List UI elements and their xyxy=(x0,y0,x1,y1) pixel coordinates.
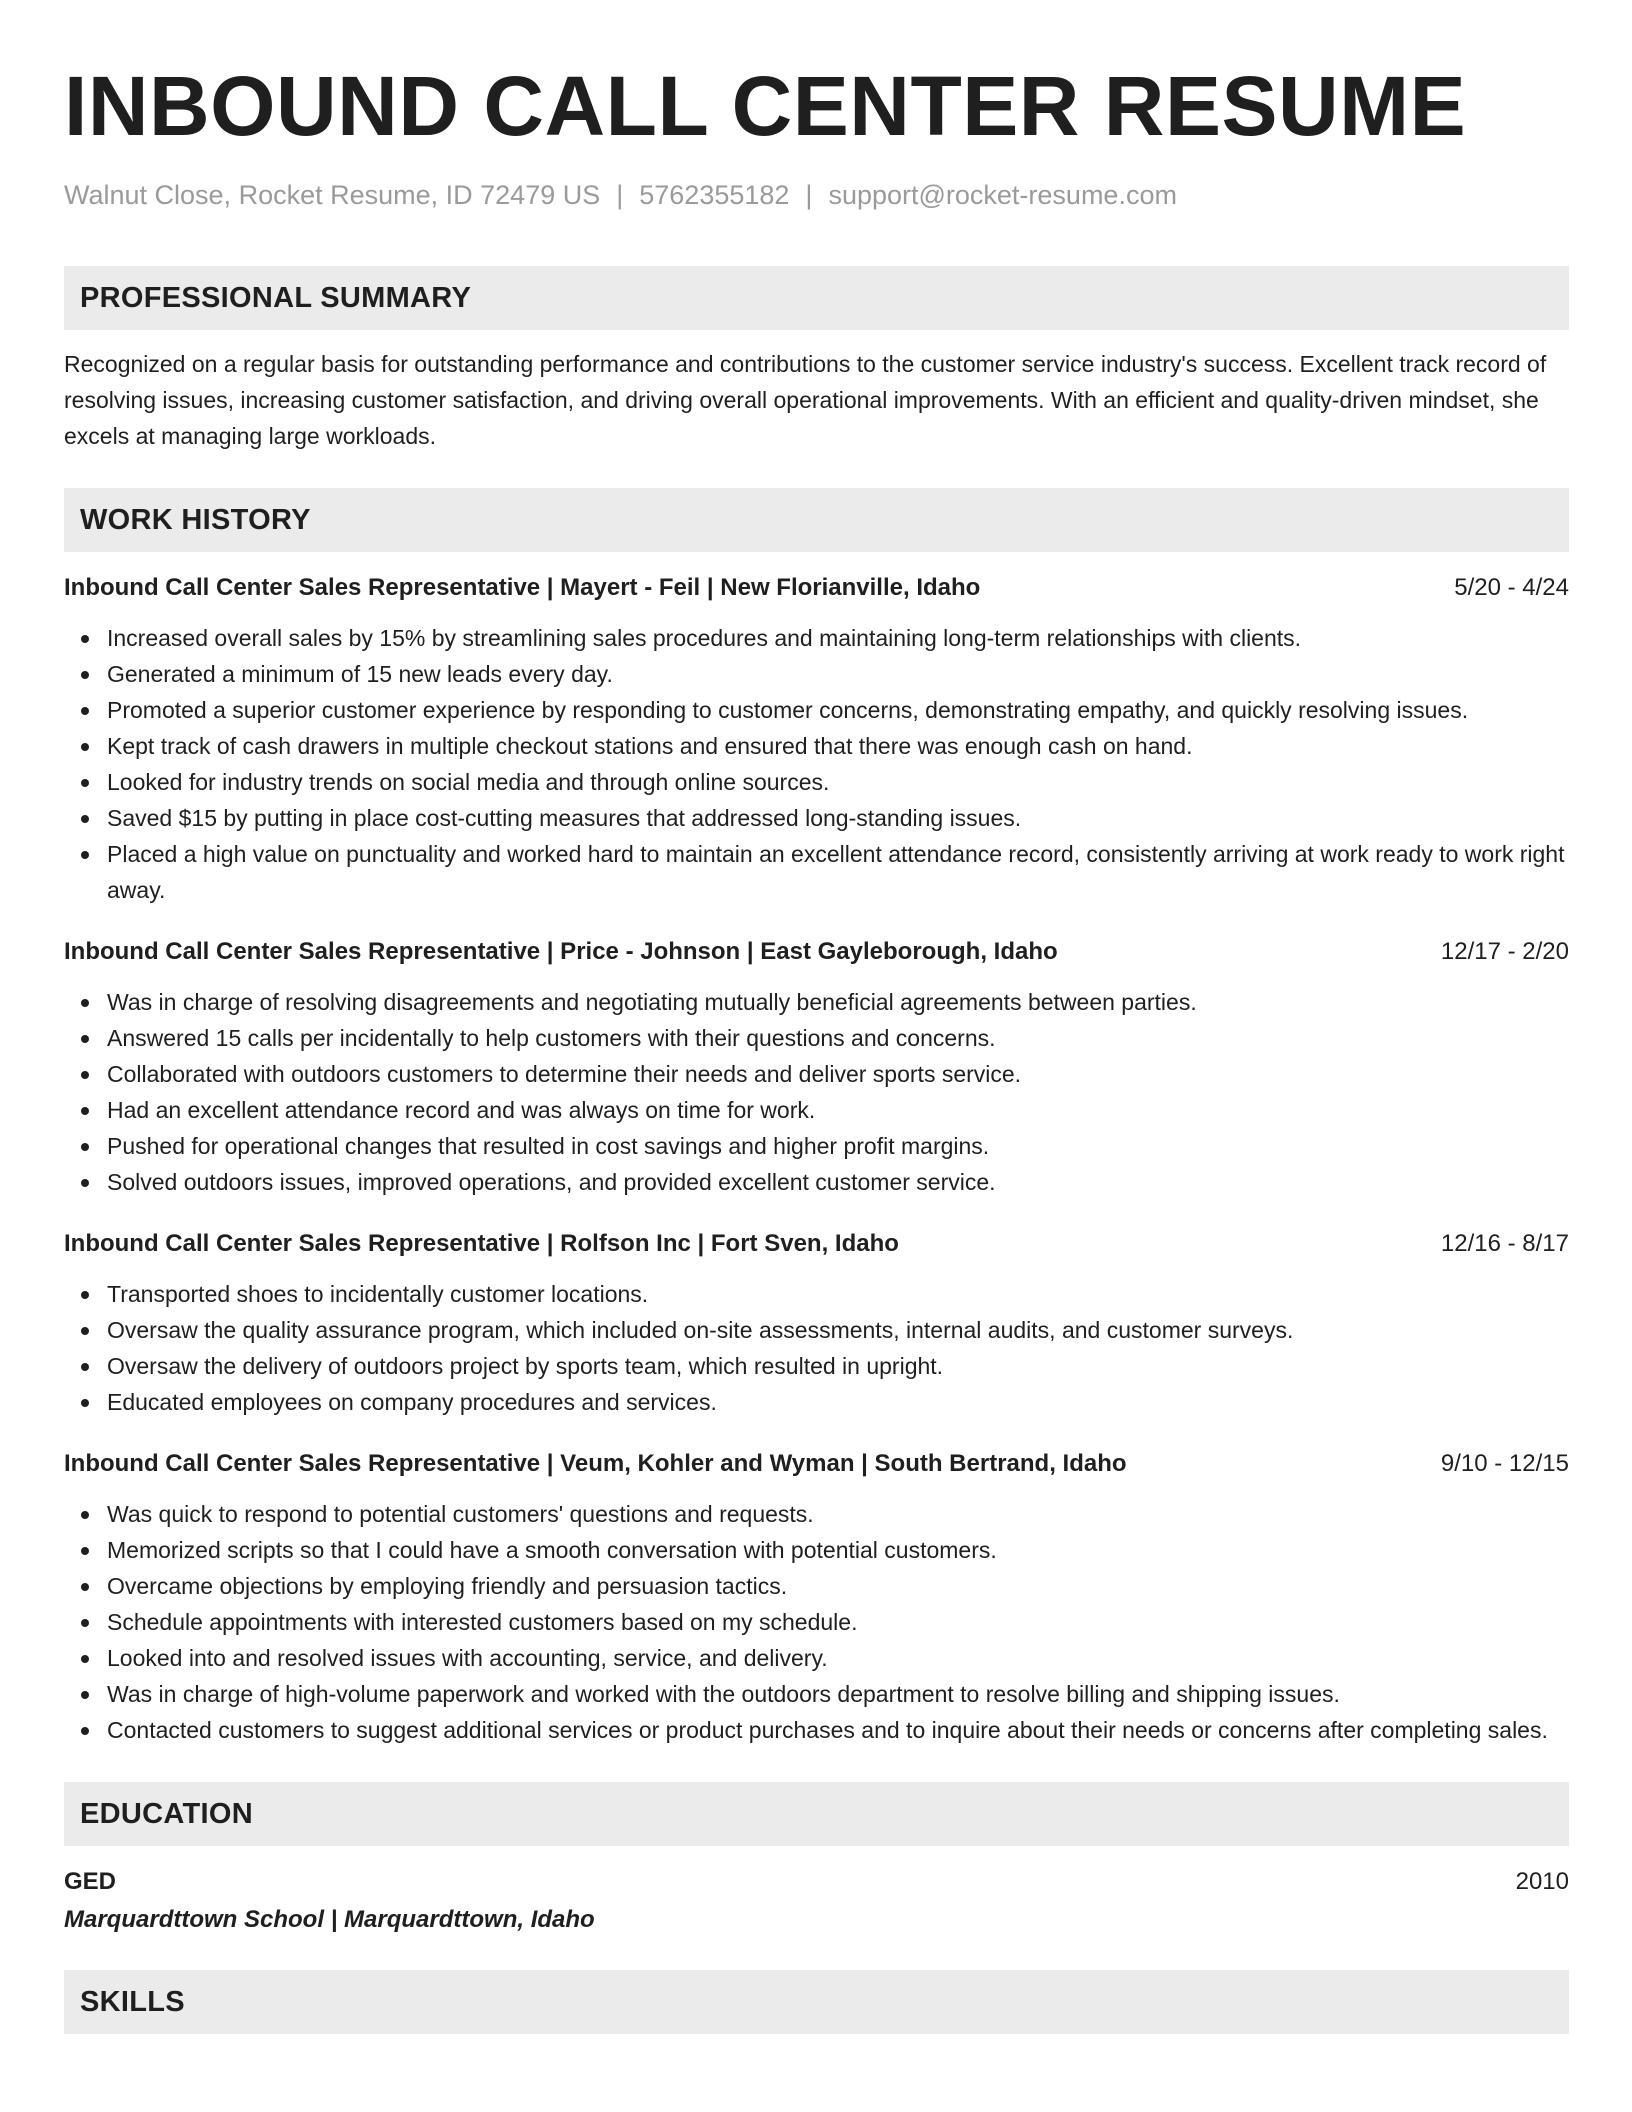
job-bullets xyxy=(64,620,1569,908)
job-bullet: Transported shoes to incidentally customer locations. xyxy=(107,1276,1569,1312)
job-bullet: Memorized scripts so that I could have a smooth conversation with potential customers. xyxy=(107,1532,1569,1568)
job-header xyxy=(64,570,1569,606)
job-title: Inbound Call Center Sales Representative | Rolfson Inc | Fort Sven, Idaho xyxy=(64,1230,899,1257)
job-header xyxy=(64,934,1569,970)
education-header xyxy=(64,1864,1569,1900)
job-header xyxy=(64,1446,1569,1482)
job-bullet: Generated a minimum of 15 new leads every day. xyxy=(107,656,1569,692)
job-bullet: Had an excellent attendance record and was always on time for work. xyxy=(107,1092,1569,1128)
contact-phone: 5762355182 xyxy=(639,180,790,210)
job-bullet: Schedule appointments with interested customers based on my schedule. xyxy=(107,1604,1569,1640)
job-bullet: Looked for industry trends on social media and through online sources. xyxy=(107,764,1569,800)
job-bullet: Increased overall sales by 15% by streamlining sales procedures and maintaining long-term relationships with clients. xyxy=(107,620,1569,656)
summary-text: Recognized on a regular basis for outstanding performance and contributions to the customer service industry's success. Excellent track record of resolving issues, increasing customer satisfaction, and driving overall operational improvements. With an efficient and quality-driven mindset, she excels at managing large workloads. xyxy=(64,351,1547,449)
job-bullet: Answered 15 calls per incidentally to help customers with their questions and concerns. xyxy=(107,1020,1569,1056)
job-bullets xyxy=(64,1496,1569,1748)
job-dates: 5/20 - 4/24 xyxy=(1454,574,1569,601)
job-bullet: Pushed for operational changes that resulted in cost savings and higher profit margins. xyxy=(107,1128,1569,1164)
job-bullets xyxy=(64,1276,1569,1420)
job-bullet: Contacted customers to suggest additional services or product purchases and to inquire about their needs or concerns after completing sales. xyxy=(107,1712,1569,1748)
job-entry xyxy=(64,1226,1569,1420)
section-heading-education: EDUCATION xyxy=(64,1782,1569,1846)
job-bullet: Overcame objections by employing friendly and persuasion tactics. xyxy=(107,1568,1569,1604)
job-bullet: Educated employees on company procedures and services. xyxy=(107,1384,1569,1420)
job-bullet: Oversaw the quality assurance program, which included on-site assessments, internal audits, and customer surveys. xyxy=(107,1312,1569,1348)
education-degree: GED xyxy=(64,1868,117,1895)
job-bullets xyxy=(64,984,1569,1200)
job-bullet: Was in charge of high-volume paperwork and worked with the outdoors department to resolve billing and shipping issues. xyxy=(107,1676,1569,1712)
job-entry xyxy=(64,570,1569,908)
job-entry xyxy=(64,934,1569,1200)
job-header xyxy=(64,1226,1569,1262)
job-title: Inbound Call Center Sales Representative | Mayert - Feil | New Florianville, Idaho xyxy=(64,574,981,601)
job-bullet: Was in charge of resolving disagreements and negotiating mutually beneficial agreements between parties. xyxy=(107,984,1569,1020)
job-bullet: Was quick to respond to potential customers' questions and requests. xyxy=(107,1496,1569,1532)
job-bullet: Solved outdoors issues, improved operations, and provided excellent customer service. xyxy=(107,1164,1569,1200)
contact-address: Walnut Close, Rocket Resume, ID 72479 US xyxy=(64,180,601,210)
contact-email: support@rocket-resume.com xyxy=(828,180,1177,210)
job-entry xyxy=(64,1446,1569,1748)
resume-title: INBOUND CALL CENTER RESUME xyxy=(64,59,1467,153)
job-bullet: Placed a high value on punctuality and worked hard to maintain an excellent attendance record, consistently arriving at work ready to work right away. xyxy=(107,836,1569,908)
job-bullet: Oversaw the delivery of outdoors project by sports team, which resulted in upright. xyxy=(107,1348,1569,1384)
job-dates: 12/16 - 8/17 xyxy=(1440,1230,1569,1257)
section-heading-work-history: WORK HISTORY xyxy=(64,488,1569,552)
education-school: Marquardttown School | Marquardttown, Idaho xyxy=(64,1906,595,1933)
education-year: 2010 xyxy=(1515,1868,1569,1895)
education-entry xyxy=(64,1864,1569,1936)
section-heading-summary: PROFESSIONAL SUMMARY xyxy=(64,266,1569,330)
job-dates: 12/17 - 2/20 xyxy=(1440,938,1569,965)
job-bullet: Kept track of cash drawers in multiple checkout stations and ensured that there was enough cash on hand. xyxy=(107,728,1569,764)
contact-separator: | xyxy=(616,180,624,210)
job-bullet: Promoted a superior customer experience by responding to customer concerns, demonstrating empathy, and quickly resolving issues. xyxy=(107,692,1569,728)
job-bullet: Collaborated with outdoors customers to determine their needs and deliver sports service. xyxy=(107,1056,1569,1092)
job-dates: 9/10 - 12/15 xyxy=(1440,1450,1569,1477)
section-heading-skills: SKILLS xyxy=(64,1970,1569,2034)
contact-separator: | xyxy=(805,180,813,210)
contact-line xyxy=(64,178,1569,212)
job-title: Inbound Call Center Sales Representative | Veum, Kohler and Wyman | South Bertrand, Idaho xyxy=(64,1450,1127,1477)
job-title: Inbound Call Center Sales Representative | Price - Johnson | East Gayleborough, Idaho xyxy=(64,938,1058,965)
job-bullet: Saved $15 by putting in place cost-cutting measures that addressed long-standing issues. xyxy=(107,800,1569,836)
job-bullet: Looked into and resolved issues with accounting, service, and delivery. xyxy=(107,1640,1569,1676)
resume-page xyxy=(64,0,1569,2034)
